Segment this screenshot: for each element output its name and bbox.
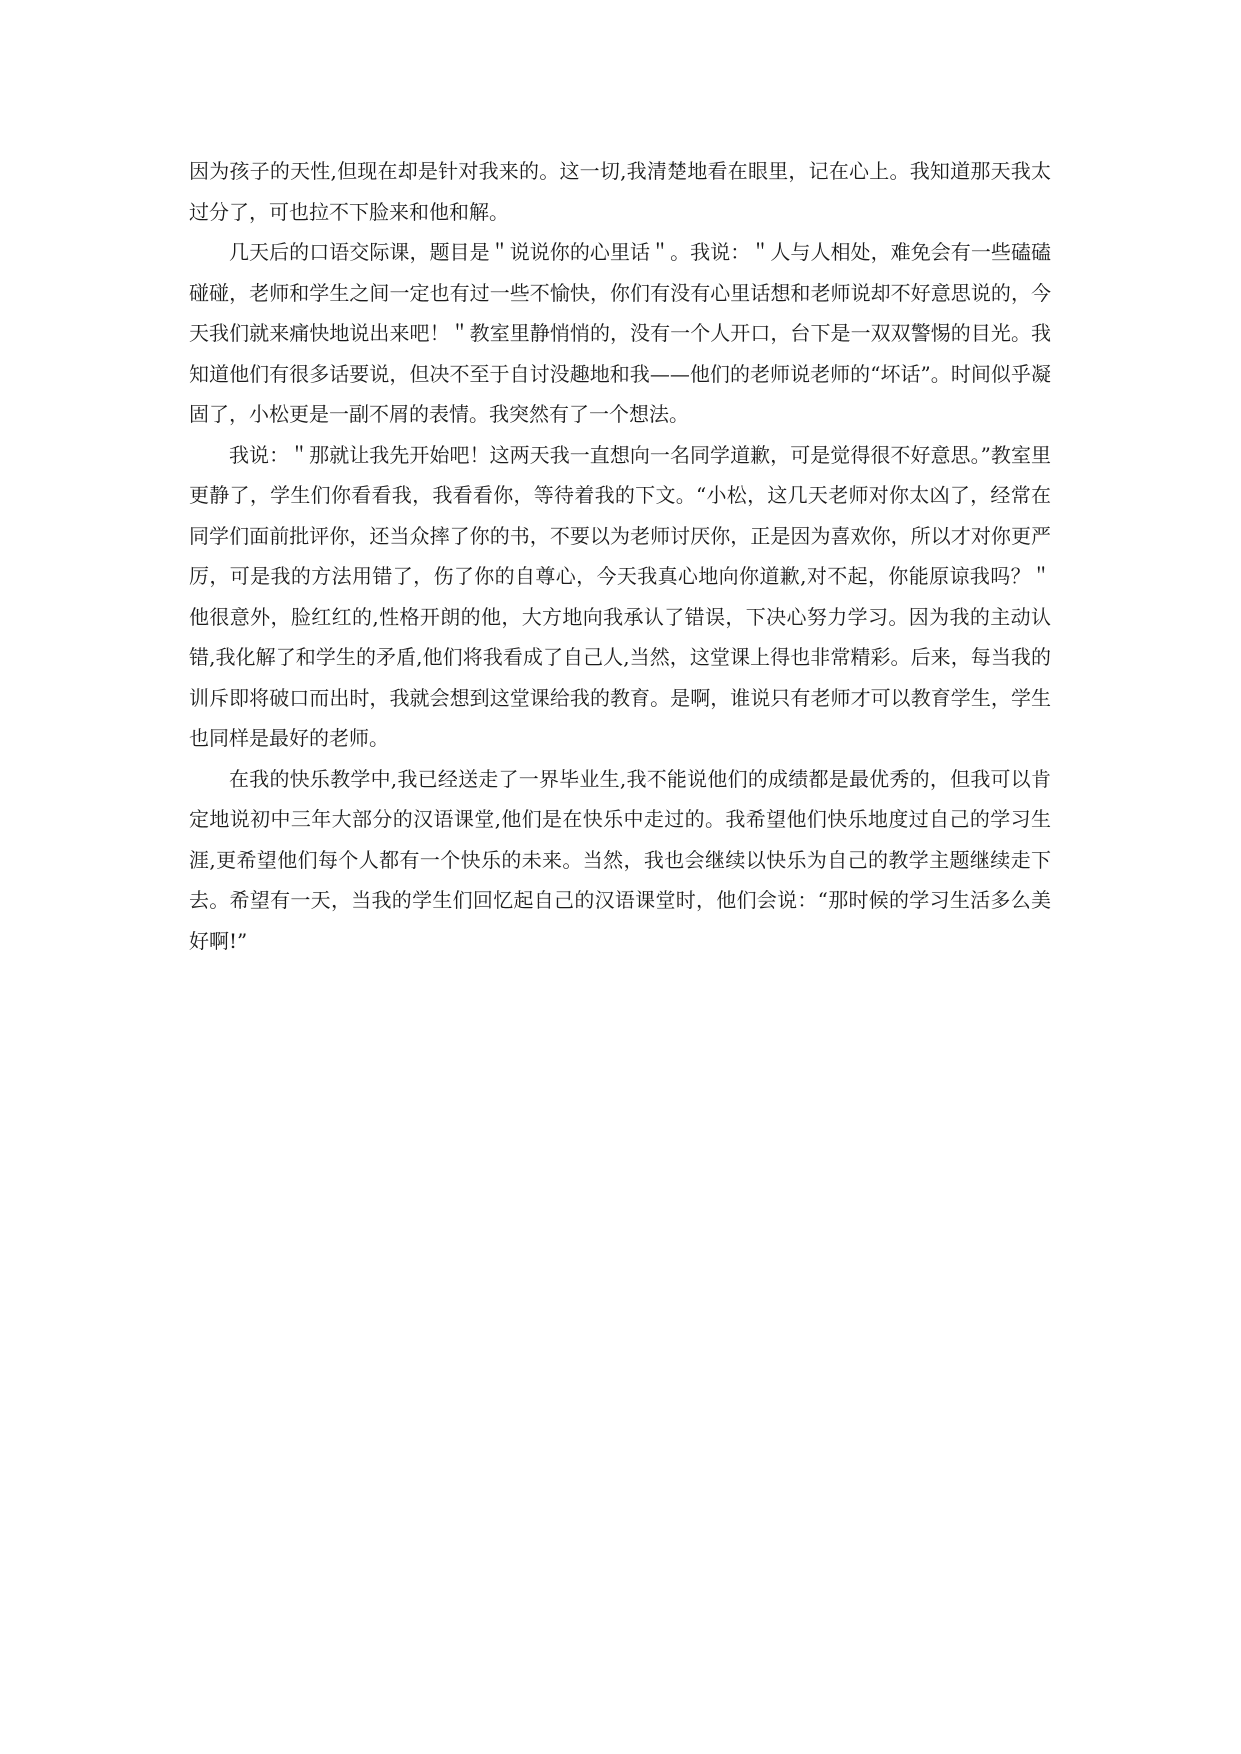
paragraph-3: 我说：＂那就让我先开始吧！这两天我一直想向一名同学道歉，可是觉得很不好意思。”教室里更静了，学生们你看看我，我看看你，等待着我的下文。“小松，这几天老师对你太凶了，经常在同学们面前批评你，还当众摔了你的书，不要以为老师讨厌你，正是因为喜欢你，所以才对你更严厉，可是我的方法用错了，伤了你的自尊心，今天我真心地向你道歉,对不起，你能原谅我吗？＂他很意外，脸红红的,性格开朗的他，大方地向我承认了错误，下决心努力学习。因为我的主动认错,我化解了和学生的矛盾,他们将我看成了自己人,当然，这堂课上得也非常精彩。后来，每当我的训斥即将破口而出时，我就会想到这堂课给我的教育。是啊，谁说只有老师才可以教育学生，学生也同样是最好的老师。 <box>189 442 1051 750</box>
paragraph-1: 因为孩子的天性,但现在却是针对我来的。这一切,我清楚地看在眼里，记在心上。我知道那天我太过分了，可也拉不下脸来和他和解。 <box>189 159 1051 224</box>
paragraph-2: 几天后的口语交际课，题目是＂说说你的心里话＂。我说：＂人与人相处，难免会有一些磕磕碰碰，老师和学生之间一定也有过一些不愉快，你们有没有心里话想和老师说却不好意思说的，今天我们就来痛快地说出来吧！＂教室里静悄悄的，没有一个人开口，台下是一双双警惕的目光。我知道他们有很多话要说，但决不至于自讨没趣地和我——他们的老师说老师的“坏话”。时间似乎凝固了，小松更是一副不屑的表情。我突然有了一个想法。 <box>189 240 1051 426</box>
paragraph-4: 在我的快乐教学中,我已经送走了一界毕业生,我不能说他们的成绩都是最优秀的，但我可以肯定地说初中三年大部分的汉语课堂,他们是在快乐中走过的。我希望他们快乐地度过自己的学习生涯,更希望他们每个人都有一个快乐的未来。当然，我也会继续以快乐为自己的教学主题继续走下去。希望有一天，当我的学生们回忆起自己的汉语课堂时，他们会说：“那时候的学习生活多么美好啊!” <box>189 766 1051 953</box>
document-body <box>189 151 1051 961</box>
